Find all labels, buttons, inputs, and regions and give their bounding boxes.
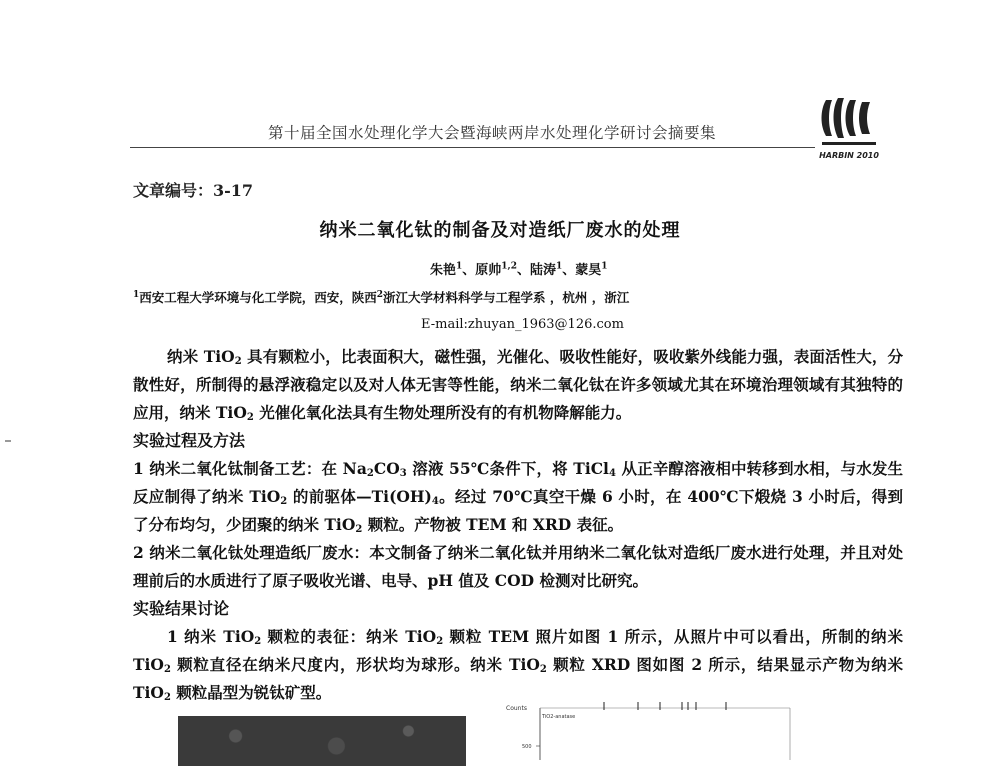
svg-text:HARBIN 2010: HARBIN 2010: [819, 151, 879, 160]
section-heading-methods: 实验过程及方法: [133, 431, 246, 450]
author-name: 朱艳: [430, 263, 457, 278]
article-number: 文章编号：3-17: [133, 181, 254, 200]
xrd-legend: TiO2-anatase: [542, 714, 576, 720]
xrd-tick-label: 500: [522, 744, 532, 750]
abstract-body: [133, 343, 903, 707]
intro-paragraph: 纳米 TiO$_2$ 具有颗粒小，比表面积大，磁性强，光催化、吸收性能好，吸收紫外线能力强，表面活性大，分散性好，所制得的悬浮液稳定以及对人体无害等性能，纳米二氧化钛在许多领域尤其在环境治理领域有其独特的应用，纳米 TiO$_2$ 光催化氧化法具有生物处理所没有的有机物降解能力。: [133, 347, 903, 423]
tem-photo-figure: [178, 716, 466, 766]
method-step-1: 1 纳米二氧化钛制备工艺：在 $Na_2CO_3$ 溶液 55℃条件下，将 TiCl$_4$ 从正辛醇溶液相中转移到水相，与水发生反应制得了纳米 TiO$_2$ 的前驱体$—Ti(OH)_4$。经过 70℃真空干燥 6 小时，在 400℃下煅烧 3 小时后，得到了分布均匀，少团聚的纳米 TiO$_2$ 颗粒。产物被 TEM 和 XRD 表征。: [133, 459, 904, 535]
scan-margin-mark: [5, 440, 11, 442]
xrd-pattern-figure: [500, 700, 800, 760]
harbin-2010-logo: [818, 96, 880, 162]
affil-number: 2: [376, 289, 384, 300]
author-name: 、陆涛: [516, 263, 556, 278]
affil-text: 浙江大学材料科学与工程学系 ，杭州 ，浙江: [383, 290, 630, 305]
author-name: 、原帅: [462, 263, 502, 278]
affil-text: 西安工程大学环境与化工学院，西安，陕西: [139, 290, 377, 305]
author-affil-mark: 1: [601, 261, 608, 272]
affil-number: 1: [133, 289, 140, 300]
author-list: [430, 259, 608, 278]
author-affil-mark: 1,2: [501, 261, 517, 272]
contact-email: E-mail:zhuyan_1963@126.com: [421, 317, 624, 332]
section-heading-results: 实验结果讨论: [133, 599, 230, 618]
result-paragraph-1: 1 纳米 TiO$_2$ 颗粒的表征：纳米 TiO$_2$ 颗粒 TEM 照片如图 1 所示，从照片中可以看出，所制的纳米 TiO$_2$ 颗粒直径在纳米尺度内，形状均为球形。纳米 TiO$_2$ 颗粒 XRD 图如图 2 所示，结果显示产物为纳米 TiO$_2$ 颗粒晶型为锐钛矿型。: [133, 627, 904, 703]
header-divider: [130, 147, 815, 148]
author-affil-mark: 1: [456, 261, 463, 272]
affiliation-line: [133, 288, 629, 306]
method-step-2: 2 纳米二氧化钛处理造纸厂废水：本文制备了纳米二氧化钛并用纳米二氧化钛对造纸厂废水进行处理，并且对处理前后的水质进行了原子吸收光谱、电导、pH 值及 COD 检测对比研究。: [133, 543, 903, 590]
author-name: 、蒙昊: [562, 263, 602, 278]
conference-header-title: 第十届全国水处理化学大会暨海峡两岸水处理化学研讨会摘要集: [268, 124, 717, 142]
xrd-y-label: Counts: [506, 705, 527, 712]
paper-title: 纳米二氧化钛的制备及对造纸厂废水的处理: [319, 220, 681, 241]
author-affil-mark: 1: [555, 261, 563, 272]
